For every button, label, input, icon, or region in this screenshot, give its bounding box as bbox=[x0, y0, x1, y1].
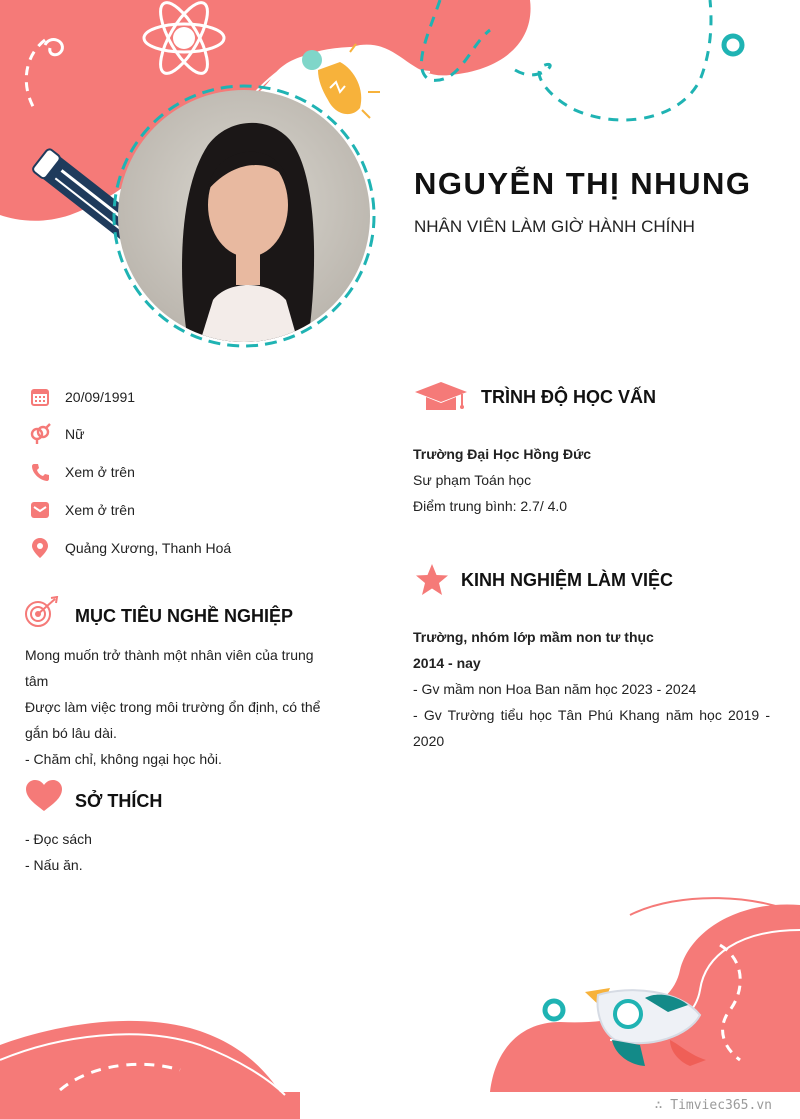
candidate-name: NGUYỄN THỊ NHUNG bbox=[414, 166, 752, 201]
candidate-position: NHÂN VIÊN LÀM GIỜ HÀNH CHÍNH bbox=[414, 217, 695, 236]
experience-detail: - Gv mầm non Hoa Ban năm học 2023 - 2024 bbox=[413, 681, 697, 697]
hobbies-list bbox=[25, 826, 325, 878]
email-icon bbox=[28, 498, 52, 522]
hobbies-title: SỞ THÍCH bbox=[75, 791, 163, 811]
contact-birthday bbox=[28, 385, 135, 409]
education-title: TRÌNH ĐỘ HỌC VẤN bbox=[481, 387, 656, 407]
gender-text: Nữ bbox=[65, 426, 85, 442]
education-gpa: Điểm trung bình: 2.7/ 4.0 bbox=[413, 498, 568, 514]
contact-email bbox=[28, 498, 135, 522]
avatar-photo bbox=[118, 90, 370, 342]
contact-gender bbox=[28, 422, 84, 446]
education-school: Trường Đại Học Hồng Đức bbox=[413, 446, 592, 462]
email-text: Xem ở trên bbox=[65, 502, 135, 518]
location-pin-icon bbox=[28, 536, 52, 560]
gender-icon bbox=[28, 422, 52, 446]
objective-line: - Chăm chỉ, không ngại học hỏi. bbox=[25, 751, 222, 767]
education-major: Sư phạm Toán học bbox=[413, 472, 532, 488]
avatar bbox=[110, 82, 378, 350]
birthday-text: 20/09/1991 bbox=[65, 389, 136, 405]
objective-line: Được làm việc trong môi trường ổn định, có thể gắn bó lâu dài. bbox=[25, 699, 321, 741]
experience-body bbox=[413, 624, 770, 754]
phone-icon bbox=[28, 460, 52, 484]
objective-body bbox=[25, 642, 325, 772]
hobby-item: - Nấu ăn. bbox=[25, 857, 83, 873]
teal-ring-decoration bbox=[724, 36, 742, 54]
graduation-cap-icon bbox=[414, 380, 468, 414]
experience-period: 2014 - nay bbox=[413, 655, 481, 671]
phone-text: Xem ở trên bbox=[65, 464, 135, 480]
experience-detail: - Gv Trường tiểu học Tân Phú Khang năm học 2019 - 2020 bbox=[413, 707, 770, 749]
calendar-icon bbox=[28, 385, 52, 409]
contact-address bbox=[28, 536, 231, 560]
address-text: Quảng Xương, Thanh Hoá bbox=[65, 540, 232, 556]
watermark: ∴ Timviec365.vn bbox=[654, 1098, 772, 1113]
objective-line: Mong muốn trở thành một nhân viên của trung tâm bbox=[25, 647, 314, 689]
person-silhouette-icon bbox=[118, 90, 370, 342]
objective-title: MỤC TIÊU NGHỀ NGHIỆP bbox=[75, 606, 294, 626]
target-icon bbox=[24, 596, 60, 630]
education-body bbox=[413, 441, 773, 519]
contact-phone bbox=[28, 460, 135, 484]
top-right-dashed-loop bbox=[515, 0, 711, 120]
experience-company: Trường, nhóm lớp mầm non tư thục bbox=[413, 629, 654, 645]
star-icon bbox=[415, 563, 449, 597]
experience-title: KINH NGHIỆM LÀM VIỆC bbox=[461, 570, 674, 590]
hobby-item: - Đọc sách bbox=[25, 831, 92, 847]
heart-icon bbox=[25, 780, 63, 812]
